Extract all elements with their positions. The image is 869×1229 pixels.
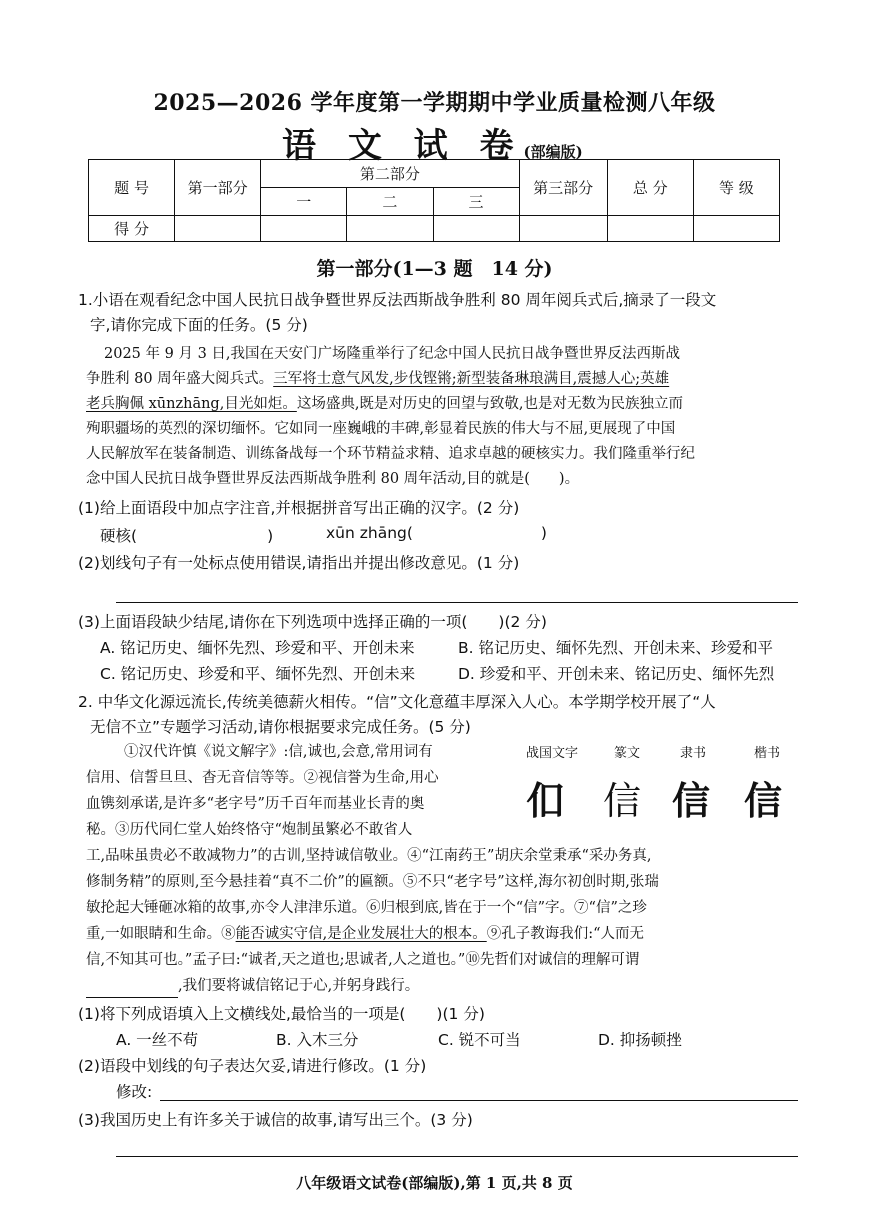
q1-answer-yinghe [100,524,273,546]
score-table-part2-sub2: 二 [347,188,433,216]
q2-passage-line [86,922,869,946]
q2-option-a[interactable]: A. 一丝不苟 [116,1031,199,1049]
q1-underlined-sentence: 三军将士意气风发,步伐铿锵;新型装备琳琅满目,震撼人心;英雄 [273,371,670,387]
xin-glyph-seal: 信 [603,779,642,823]
q2-passage-line: 敏抡起大锤砸冰箱的故事,亦令人津津乐道。⑥归根到底,皆在于一个“信”字。⑦“信”之珍 [86,900,647,916]
q1-option-a[interactable]: A. 铭记历史、缅怀先烈、珍爱和平、开创未来 [100,639,415,657]
q1-passage-line: 2025 年 9 月 3 日,我国在天安门广场隆重举行了纪念中国人民抗日战争暨世界反法西斯战 [104,346,681,362]
q2-intro-line: 无信不立”专题学习活动,请你根据要求完成任务。(5 分) [90,718,471,736]
q2-passage-line: 信用、信誓旦旦、杳无音信等等。②视信誉为生命,用心 [86,770,439,786]
q2-intro-line: 2. 中华文化源远流长,传统美德薪火相传。“信”文化意蕴丰厚深入人心。本学期学校开展了“人 [78,693,716,711]
script-label: 篆文 [614,746,641,761]
q1-intro-line: 1.小语在观看纪念中国人民抗日战争暨世界反法西斯战争胜利 80 周年阅兵式后,摘录了一段文 [78,291,717,309]
q1-passage-line [86,392,869,416]
score-table [88,159,780,242]
xin-glyph-clerical: 信 [672,779,711,823]
score-cell[interactable] [261,216,347,242]
q2-passage-line: 信,不知其可也。”孟子曰:“诚者,天之道也;思诚者,人之道也。”⑩先哲们对诚信的理解可谓 [86,952,640,968]
q1-answer-paren: ) [540,524,547,542]
q2-edit-label: 修改: [116,1083,153,1101]
q1-passage-line [86,367,869,391]
q1-sub1: (1)给上面语段中加点字注音,并根据拼音写出正确的汉字。(2 分) [78,499,520,517]
answer-line[interactable] [160,1100,798,1101]
edition-label: (部编版) [523,143,583,161]
exam-title: 2025—2026 学年度第一学期期中学业质量检测八年级 [153,90,716,116]
idiom-blank[interactable] [86,979,178,998]
q2-option-c[interactable]: C. 锐不可当 [438,1031,521,1049]
q1-option-b[interactable]: B. 铭记历史、缅怀先烈、开创未来、珍爱和平 [458,639,773,657]
q1-passage-line: 念中国人民抗日战争暨世界反法西斯战争胜利 80 周年活动,目的就是( )。 [86,471,580,487]
q2-sub2: (2)语段中划线的句子表达欠妥,请进行修改。(1 分) [78,1057,427,1075]
q2-sub3: (3)我国历史上有许多关于诚信的故事,请写出三个。(3 分) [78,1111,473,1129]
score-table-part2-sub3: 三 [433,188,519,216]
q2-passage-line: 秘。③历代同仁堂人始终恪守“炮制虽繁必不敢省人 [86,822,413,838]
score-table-part2: 第二部分 [261,160,519,188]
q1-option-d[interactable]: D. 珍爱和平、开创未来、铭记历史、缅怀先烈 [458,665,775,683]
score-cell[interactable] [693,216,779,242]
q2-underlined-sentence: 能否诚实守信,是企业发展壮大的根本。 [235,926,487,942]
score-table-tihao: 题 号 [89,160,175,216]
q2-passage-line: 修制务精”的原则,至今悬挂着“真不二价”的匾额。⑤不只“老字号”这样,海尔初创时期,张瑞 [86,874,659,890]
q1-intro-line: 字,请你完成下面的任务。(5 分) [90,316,308,334]
score-table-total: 总 分 [607,160,693,216]
q2-passage-line: 血镌刻承诺,是许多“老字号”历千百年而基业长青的奥 [86,796,425,812]
score-table-part1: 第一部分 [175,160,261,216]
score-table-part3: 第三部分 [519,160,607,216]
score-cell[interactable] [519,216,607,242]
q2-sub1: (1)将下列成语填入上文横线处,最恰当的一项是( )(1 分) [78,1005,485,1023]
q2-passage-line: ①汉代许慎《说文解字》:信,诚也,会意,常用词有 [124,744,433,760]
score-table-defen: 得 分 [89,216,175,242]
script-label: 楷书 [754,746,781,761]
q2-passage-line [86,974,869,998]
score-table-part2-sub1: 一 [261,188,347,216]
xin-glyph-warring-states: 㐰 [526,778,565,823]
page-footer: 八年级语文试卷(部编版),第 1 页,共 8 页 [296,1174,573,1192]
q1-passage-text: 争胜利 80 周年盛大阅兵式。 [86,371,274,387]
script-label: 隶书 [680,746,707,761]
q2-passage-text: ,我们要将诚信铭记于心,并躬身践行。 [178,978,420,994]
q1-passage-line: 殉职疆场的英烈的深切缅怀。它如同一座巍峨的丰碑,彰显着民族的伟大与不屈,更展现了中国 [86,421,676,437]
script-label: 战国文字 [526,746,579,761]
score-cell[interactable] [607,216,693,242]
section1-heading: 第一部分(1—3 题 14 分) [316,258,553,280]
answer-line[interactable] [116,1156,798,1157]
score-cell[interactable] [347,216,433,242]
q1-underlined-sentence: 老兵胸佩 xūnzhāng,目光如炬。 [86,396,297,412]
q1-answer-label: xūn zhāng( [326,524,413,542]
subject-name: 语 文 试 卷 [282,126,524,166]
q2-passage-text: ⑨孔子教诲我们:“人而无 [486,926,645,942]
q1-answer-xunzhang [326,524,547,542]
q1-answer-label: 硬核( [100,527,138,545]
q1-passage-line: 人民解放军在装备制造、训练备战每一个环节精益求精、追求卓越的硬核实力。我们隆重举行纪 [86,446,695,462]
q2-option-d[interactable]: D. 抑扬顿挫 [598,1031,682,1049]
q1-passage-text: 这场盛典,既是对历史的回望与致敬,也是对无数为民族独立而 [296,396,684,412]
answer-line[interactable] [116,602,798,603]
q1-sub2: (2)划线句子有一处标点使用错误,请指出并提出修改意见。(1 分) [78,554,520,572]
score-cell[interactable] [433,216,519,242]
q1-answer-paren: ) [267,527,274,545]
xin-glyph-regular: 信 [744,778,783,823]
q1-sub3: (3)上面语段缺少结尾,请你在下列选项中选择正确的一项( )(2 分) [78,613,547,631]
q2-passage-line: 工,品味虽贵必不敢减物力”的古训,坚持诚信敬业。④“江南药王”胡庆余堂秉承“采办务真, [86,848,652,864]
q2-passage-text: 重,一如眼睛和生命。⑧ [86,926,236,942]
q2-option-b[interactable]: B. 入木三分 [276,1031,359,1049]
q1-option-c[interactable]: C. 铭记历史、珍爱和平、缅怀先烈、开创未来 [100,665,416,683]
score-cell[interactable] [175,216,261,242]
score-table-grade: 等 级 [693,160,779,216]
